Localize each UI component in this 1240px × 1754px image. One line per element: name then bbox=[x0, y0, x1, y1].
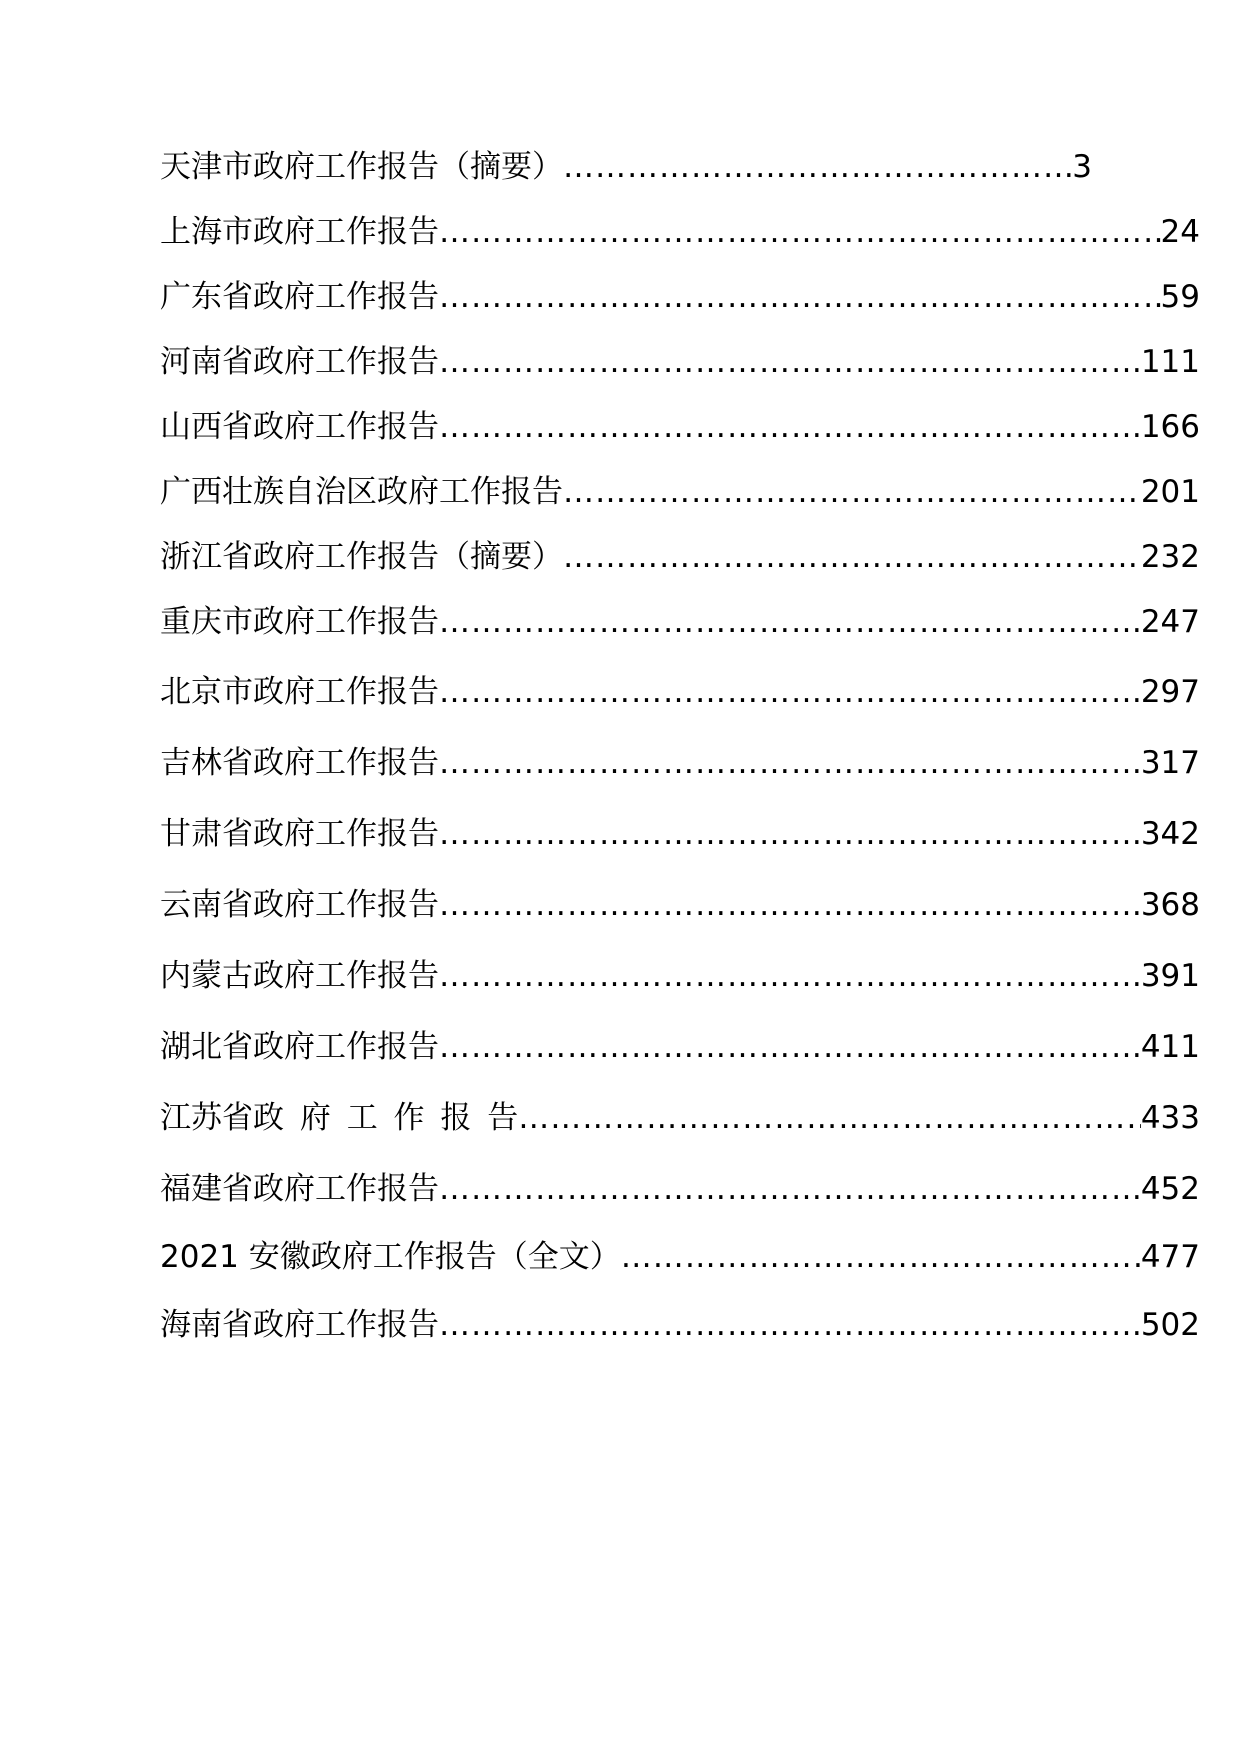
toc-entry-gansu[interactable] bbox=[160, 812, 1200, 856]
toc-entry-page: 433 bbox=[1140, 1100, 1200, 1136]
toc-entry-fujian[interactable] bbox=[160, 1167, 1200, 1211]
toc-entry-page: 368 bbox=[1140, 887, 1200, 923]
toc-entry-title: 福建省政府工作报告 bbox=[160, 1171, 439, 1207]
toc-entry-title: 浙江省政府工作报告（摘要） bbox=[160, 539, 563, 575]
toc-entry-henan[interactable] bbox=[160, 340, 1200, 384]
toc-dot-leader bbox=[439, 210, 1161, 254]
toc-entry-page: 477 bbox=[1140, 1239, 1200, 1275]
toc-dot-leader bbox=[621, 1235, 1141, 1279]
toc-entry-title: 湖北省政府工作报告 bbox=[160, 1029, 439, 1065]
toc-dot-leader bbox=[518, 1096, 1141, 1140]
toc-entry-page: 59 bbox=[1160, 279, 1200, 315]
toc-entry-page: 297 bbox=[1140, 674, 1200, 710]
toc-entry-page: 502 bbox=[1140, 1307, 1200, 1343]
toc-dot-leader bbox=[439, 275, 1161, 319]
toc-entry-page: 166 bbox=[1140, 409, 1200, 445]
toc-entry-title: 上海市政府工作报告 bbox=[160, 214, 439, 250]
toc-dot-leader bbox=[439, 1167, 1141, 1211]
toc-dot-leader bbox=[439, 883, 1141, 927]
toc-entry-title: 广西壮族自治区政府工作报告 bbox=[160, 474, 563, 510]
toc-dot-leader bbox=[563, 145, 1072, 189]
toc-entry-title: 云南省政府工作报告 bbox=[160, 887, 439, 923]
toc-entry-title: 北京市政府工作报告 bbox=[160, 674, 439, 710]
toc-entry-title: 河南省政府工作报告 bbox=[160, 344, 439, 380]
toc-entry-title: 内蒙古政府工作报告 bbox=[160, 958, 439, 994]
toc-entry-title: 2021 安徽政府工作报告（全文） bbox=[160, 1239, 621, 1275]
toc-dot-leader bbox=[439, 600, 1141, 644]
toc-entry-hainan[interactable] bbox=[160, 1303, 1200, 1347]
toc-dot-leader bbox=[439, 1303, 1141, 1347]
toc-dot-leader bbox=[439, 405, 1141, 449]
toc-entry-page: 391 bbox=[1140, 958, 1200, 994]
toc-entry-guangdong[interactable] bbox=[160, 275, 1200, 319]
toc-entry-hubei[interactable] bbox=[160, 1025, 1200, 1069]
toc-entry-title: 吉林省政府工作报告 bbox=[160, 745, 439, 781]
toc-entry-title: 甘肃省政府工作报告 bbox=[160, 816, 439, 852]
toc-entry-beijing[interactable] bbox=[160, 670, 1200, 714]
toc-entry-page: 111 bbox=[1140, 344, 1200, 380]
toc-entry-title: 江苏省政 府 工 作 报 告 bbox=[160, 1100, 519, 1136]
toc-dot-leader bbox=[563, 470, 1141, 514]
toc-entry-neimenggu[interactable] bbox=[160, 954, 1200, 998]
toc-dot-leader bbox=[439, 812, 1141, 856]
toc-entry-page: 452 bbox=[1140, 1171, 1200, 1207]
toc-entry-zhejiang[interactable] bbox=[160, 535, 1200, 579]
toc-entry-title: 海南省政府工作报告 bbox=[160, 1307, 439, 1343]
toc-entry-jilin[interactable] bbox=[160, 741, 1200, 785]
toc-entry-guangxi[interactable] bbox=[160, 470, 1200, 514]
toc-entry-title: 山西省政府工作报告 bbox=[160, 409, 439, 445]
toc-entry-title: 重庆市政府工作报告 bbox=[160, 604, 439, 640]
toc-entry-yunnan[interactable] bbox=[160, 883, 1200, 927]
toc-entry-page: 342 bbox=[1140, 816, 1200, 852]
toc-entry-anhui[interactable] bbox=[160, 1235, 1200, 1279]
toc-entry-tianjin[interactable] bbox=[160, 145, 1092, 189]
toc-entry-page: 232 bbox=[1140, 539, 1200, 575]
toc-entry-page: 3 bbox=[1072, 149, 1092, 185]
toc-dot-leader bbox=[439, 670, 1141, 714]
toc-entry-shanghai[interactable] bbox=[160, 210, 1200, 254]
toc-entry-page: 201 bbox=[1140, 474, 1200, 510]
toc-entry-page: 317 bbox=[1140, 745, 1200, 781]
toc-entry-page: 24 bbox=[1160, 214, 1200, 250]
toc-entry-jiangsu[interactable] bbox=[160, 1096, 1200, 1140]
toc-entry-page: 411 bbox=[1140, 1029, 1200, 1065]
toc-dot-leader bbox=[439, 1025, 1141, 1069]
toc-entry-title: 天津市政府工作报告（摘要） bbox=[160, 149, 563, 185]
toc-dot-leader bbox=[439, 954, 1141, 998]
toc-entry-chongqing[interactable] bbox=[160, 600, 1200, 644]
toc-dot-leader bbox=[439, 340, 1141, 384]
toc-dot-leader bbox=[563, 535, 1141, 579]
toc-entry-title: 广东省政府工作报告 bbox=[160, 279, 439, 315]
toc-dot-leader bbox=[439, 741, 1141, 785]
toc-entry-shanxi[interactable] bbox=[160, 405, 1200, 449]
toc-entry-page: 247 bbox=[1140, 604, 1200, 640]
